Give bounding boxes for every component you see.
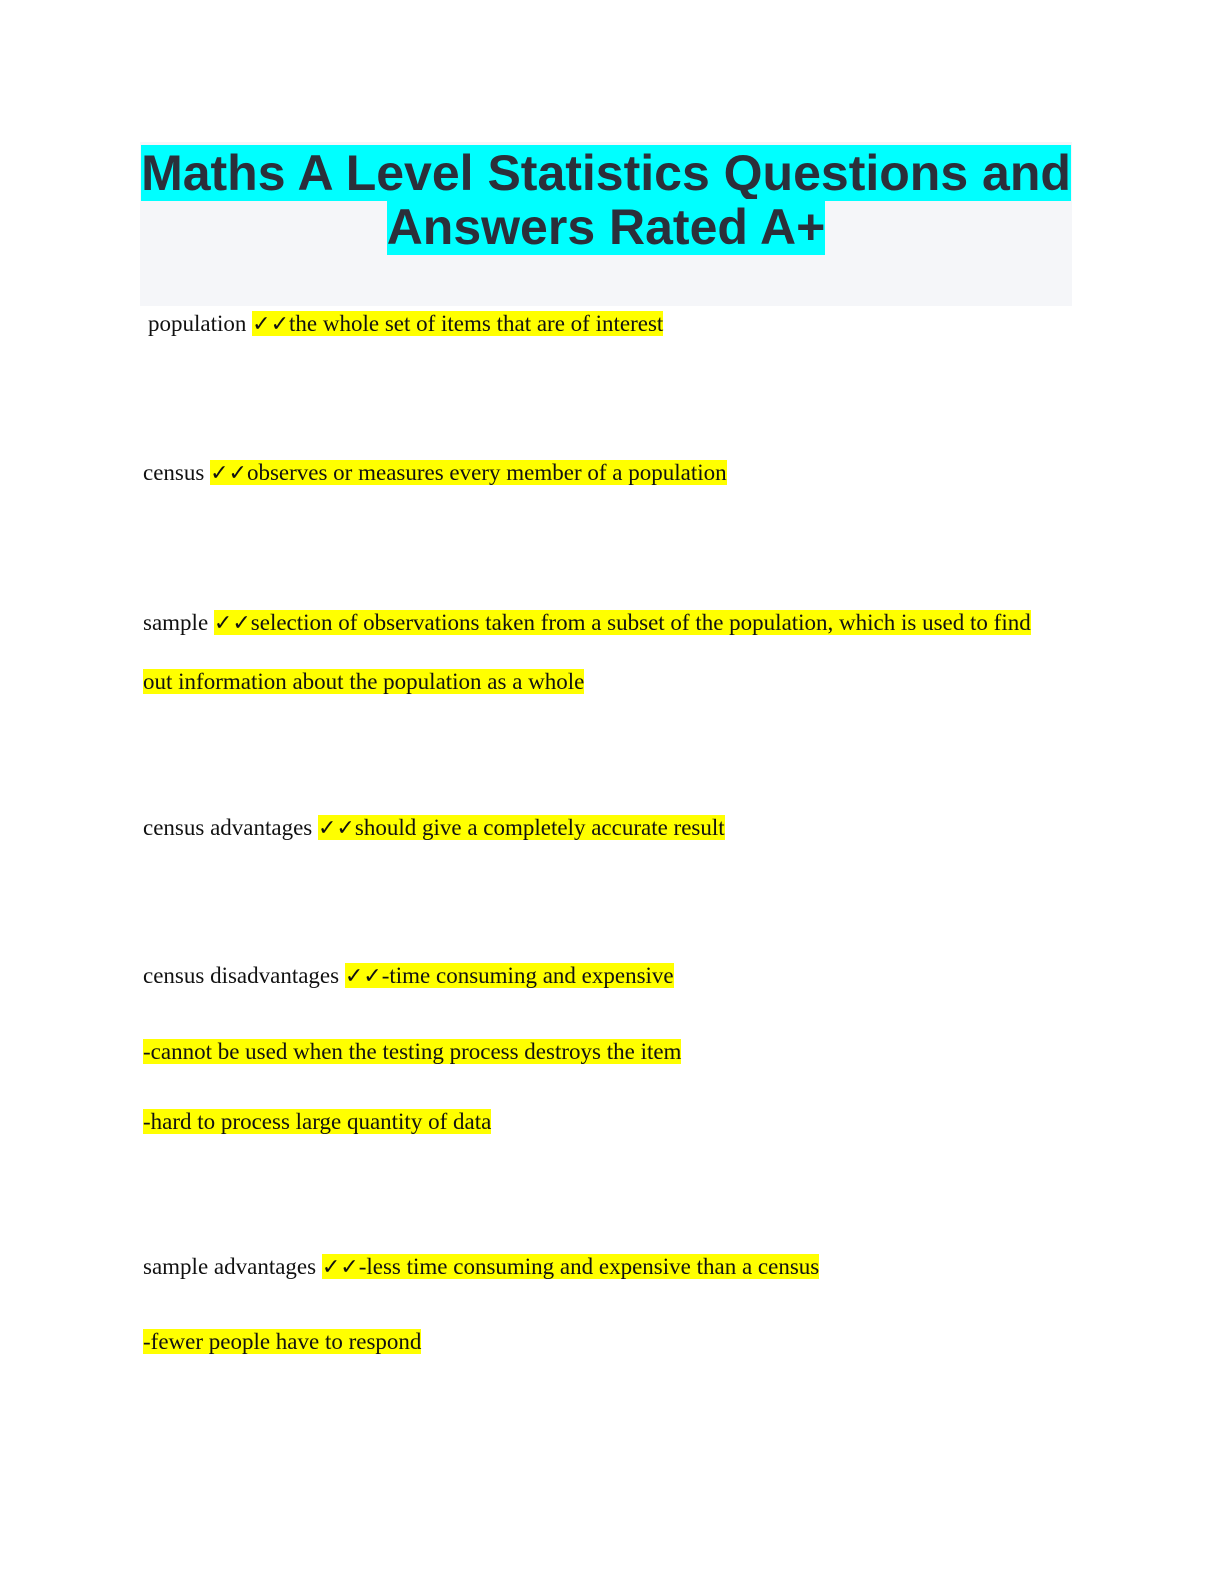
double-check-icon: ✓✓ (344, 964, 382, 989)
entry-population (148, 308, 663, 341)
entry-census-disadvantages-continuation (143, 1106, 491, 1138)
entry-census-disadvantages-continuation (143, 1036, 681, 1068)
entry-census-disadvantages (143, 960, 674, 993)
title-text: Maths A Level Statistics Questions and Answers Rated A+ (141, 145, 1071, 255)
entry-continuation: -cannot be used when the testing process destroys the item (143, 1039, 682, 1064)
entry-sample (143, 607, 1031, 640)
entry-sample-continuation (143, 666, 584, 698)
entry-definition: -time consuming and expensive (381, 963, 674, 988)
entry-definition: should give a completely accurate result (354, 815, 725, 840)
entry-definition-highlight (318, 815, 725, 840)
entry-term: sample advantages (143, 1254, 317, 1279)
entry-definition: selection of observations taken from a subset of the population, which is used to find (250, 610, 1031, 635)
entry-definition-highlight (210, 460, 727, 485)
entry-definition-highlight (252, 311, 663, 336)
entry-term: sample (143, 610, 209, 635)
double-check-icon: ✓✓ (318, 816, 355, 841)
entry-definition-highlight (214, 610, 1031, 635)
double-check-icon: ✓✓ (252, 312, 290, 337)
double-check-icon: ✓✓ (210, 461, 247, 486)
entry-continuation: -hard to process large quantity of data (143, 1109, 492, 1134)
entry-term: population (148, 311, 247, 336)
entry-term: census (143, 460, 205, 485)
double-check-icon: ✓✓ (213, 611, 251, 636)
entry-definition-highlight (345, 963, 674, 988)
entry-census (143, 457, 727, 490)
entry-sample-advantages-continuation (143, 1326, 421, 1358)
entry-definition: -less time consuming and expensive than a census (358, 1254, 820, 1279)
entry-census-advantages (143, 812, 725, 845)
entry-continuation: -fewer people have to respond (143, 1329, 422, 1354)
entry-definition: the whole set of items that are of interest (289, 311, 664, 336)
entry-term: census advantages (143, 815, 313, 840)
entry-term: census disadvantages (143, 963, 340, 988)
entry-continuation: out information about the population as a whole (143, 669, 585, 694)
entry-sample-advantages (143, 1251, 819, 1284)
title-box (140, 142, 1072, 306)
double-check-icon: ✓✓ (321, 1255, 359, 1280)
entry-definition-highlight (322, 1254, 819, 1279)
entry-definition: observes or measures every member of a population (246, 460, 727, 485)
page-title (140, 142, 1072, 254)
